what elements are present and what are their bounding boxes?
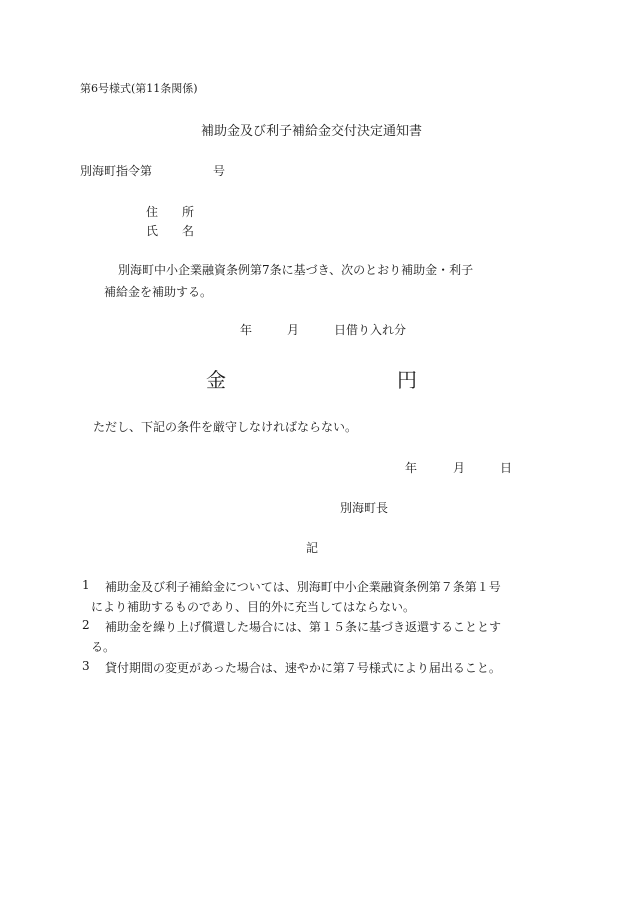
issue-year-label: 年: [405, 461, 418, 475]
amount-suffix: 円: [397, 368, 417, 392]
loan-day-label: 日借り入れ分: [334, 323, 407, 337]
name-label: 氏 名: [146, 224, 195, 238]
condition-notice: ただし、下記の条件を厳守しなければならない。: [93, 420, 358, 434]
condition-2-line-2: る。: [91, 640, 116, 654]
address-label: 住 所: [146, 205, 195, 219]
directive-prefix: 別海町指令第: [80, 164, 153, 178]
body-line-1: 別海町中小企業融資条例第7条に基づき、次のとおり補助金・利子: [118, 263, 474, 277]
body-line-2: 補給金を補助する。: [104, 285, 213, 299]
document-title: 補助金及び利子補給金交付決定通知書: [201, 124, 423, 139]
condition-3-line-1: 貸付期間の変更があった場合は、速やかに第７号様式により届出ること。: [105, 661, 501, 675]
condition-3-number: 3: [82, 659, 90, 673]
issue-day-label: 日: [500, 461, 513, 475]
issue-month-label: 月: [453, 461, 466, 475]
form-reference: 第6号様式(第11条関係): [80, 82, 198, 95]
condition-1-number: 1: [82, 578, 90, 592]
directive-suffix: 号: [213, 164, 226, 178]
loan-year-label: 年: [240, 323, 253, 337]
amount-prefix: 金: [206, 368, 226, 392]
condition-1-line-2: により補助するものであり、目的外に充当してはならない。: [91, 600, 416, 614]
condition-2-line-1: 補助金を繰り上げ償還した場合には、第１５条に基づき返還することとす: [105, 620, 502, 634]
issuer: 別海町長: [340, 501, 389, 515]
condition-1-line-1: 補助金及び利子補給金については、別海町中小企業融資条例第７条第１号: [105, 580, 501, 594]
condition-2-number: 2: [82, 618, 90, 632]
loan-month-label: 月: [287, 323, 300, 337]
ki-heading: 記: [306, 541, 319, 555]
